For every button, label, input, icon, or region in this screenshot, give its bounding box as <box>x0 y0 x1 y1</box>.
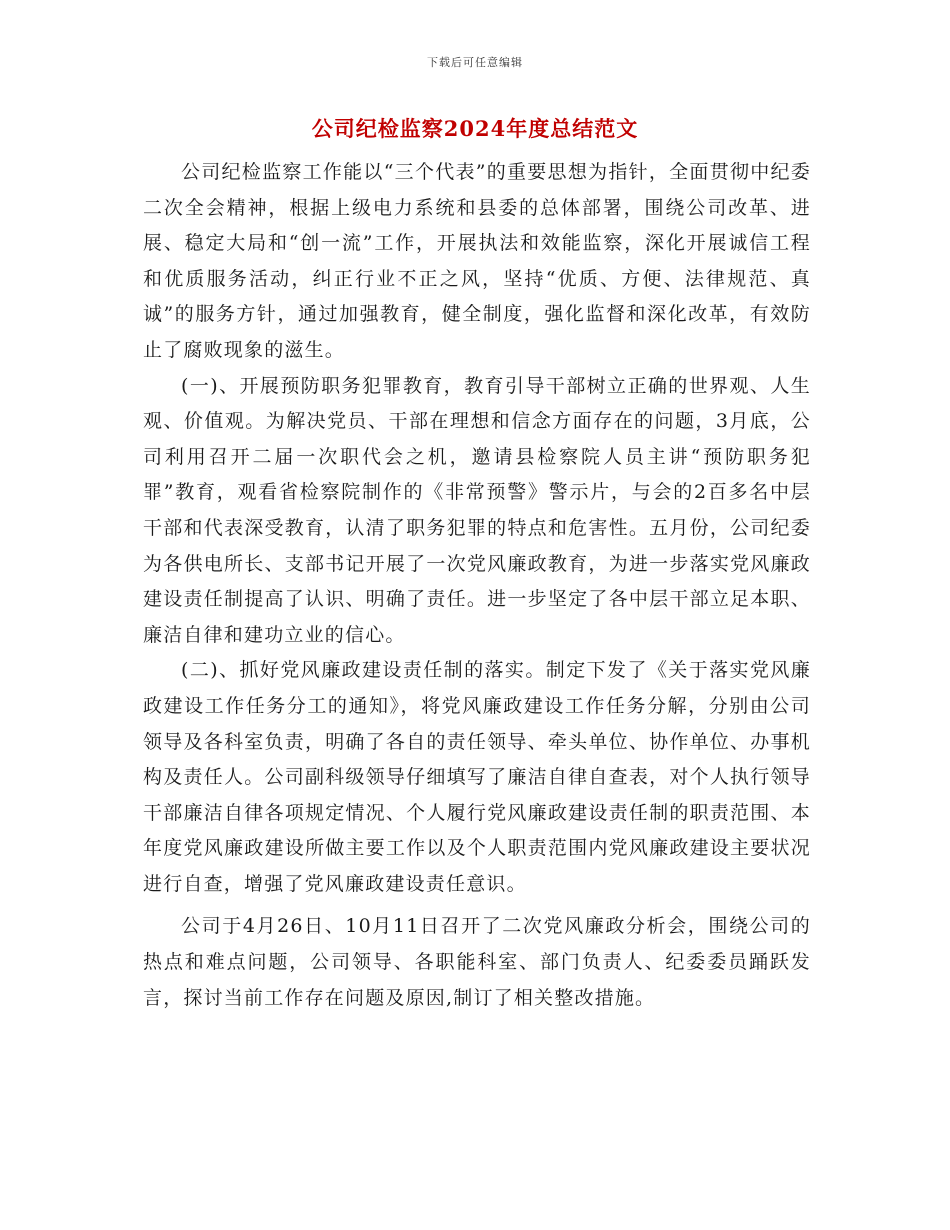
paragraph-intro: 公司纪检监察工作能以“三个代表”的重要思想为指针，全面贯彻中纪委二次全会精神，根据上级电力系统和县委的总体部署，围绕公司改革、进展、稳定大局和“创一流”工作，开展执法和效能监察，深化开展诚信工程和优质服务活动，纠正行业不正之风，坚持“优质、方便、法律规范、真诚”的服务方针，通过加强教育，健全制度，强化监督和深化改革，有效防止了腐败现象的滋生。 <box>143 161 811 361</box>
document-body <box>143 155 811 1016</box>
paragraph-section-2: (二)、抓好党风廉政建设责任制的落实。制定下发了《关于落实党风廉政建设工作任务分工的通知》，将党风廉政建设工作任务分解，分别由公司领导及各科室负责，明确了各自的责任领导、牵头单位、协作单位、办事机构及责任人。公司副科级领导仔细填写了廉洁自律自查表，对个人执行领导干部廉洁自律各项规定情况、个人履行党风廉政建设责任制的职责范围、本年度党风廉政建设所做主要工作以及个人职责范围内党风廉政建设主要状况进行自查，增强了党风廉政建设责任意识。 <box>143 659 811 895</box>
header-note: 下载后可任意编辑 <box>427 56 523 69</box>
paragraph-meetings: 公司于4月26日、10月11日召开了二次党风廉政分析会，围绕公司的热点和难点问题，公司领导、各职能科室、部门负责人、纪委委员踊跃发言，探讨当前工作存在问题及原因,制订了相关整改措施。 <box>143 915 811 1009</box>
paragraph-section-1: (一)、开展预防职务犯罪教育，教育引导干部树立正确的世界观、人生观、价值观。为解决党员、干部在理想和信念方面存在的问题，3月底，公司利用召开二届一次职代会之机，邀请县检察院人员主讲“预防职务犯罪”教育，观看省检察院制作的《非常预警》警示片，与会的2百多名中层干部和代表深受教育，认清了职务犯罪的特点和危害性。五月份，公司纪委为各供电所长、支部书记开展了一次党风廉政教育，为进一步落实党风廉政建设责任制提高了认识、明确了责任。进一步坚定了各中层干部立足本职、廉洁自律和建功立业的信心。 <box>143 374 811 646</box>
document-title: 公司纪检监察2024年度总结范文 <box>311 116 639 141</box>
